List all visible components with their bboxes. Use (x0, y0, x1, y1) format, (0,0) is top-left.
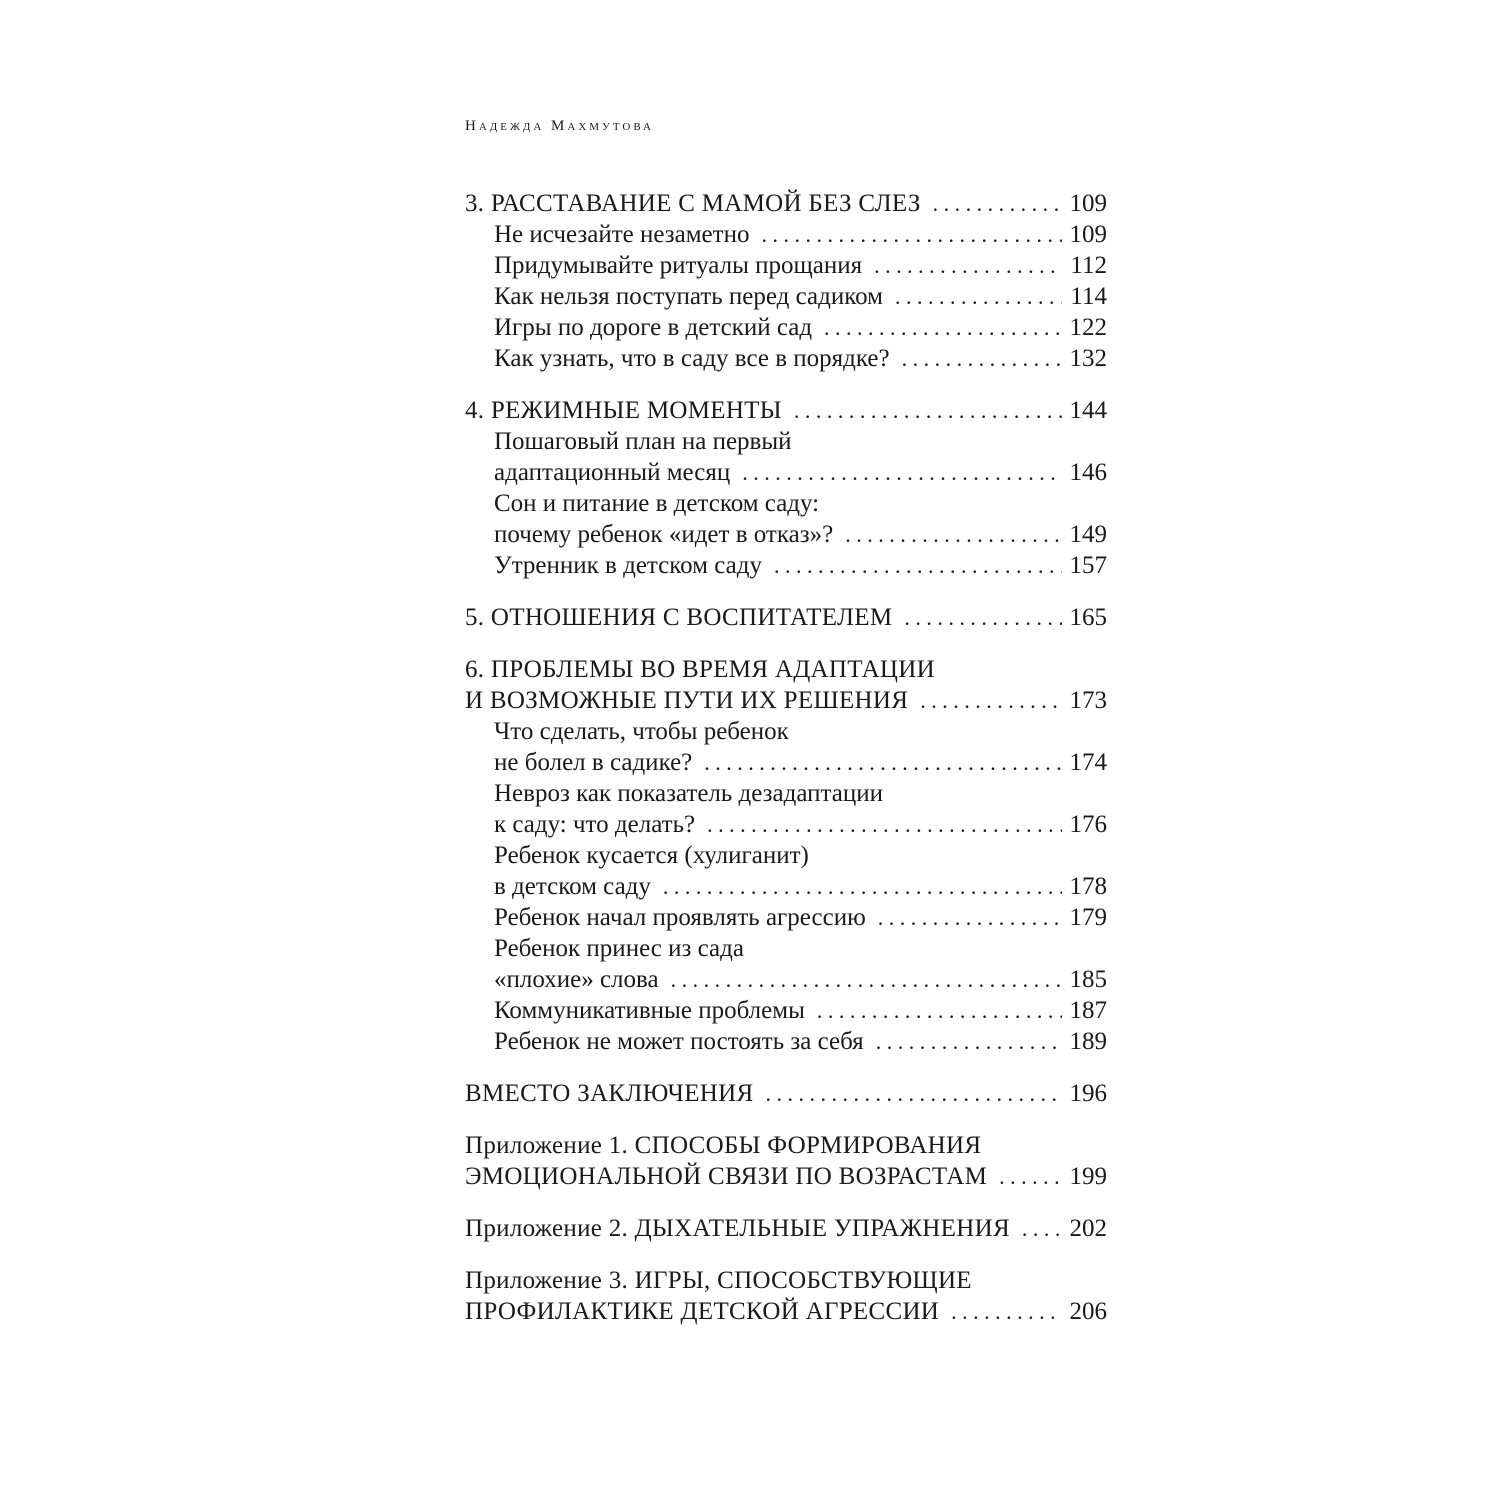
toc-entry-title: 5. ОТНОШЕНИЯ С ВОСПИТАТЕЛЕМ (465, 604, 893, 631)
toc-entry-title: «плохие» слова (494, 966, 659, 993)
toc-page-number: 109 (1069, 190, 1107, 217)
toc-line (465, 964, 1107, 995)
toc-section-entry[interactable] (465, 219, 1107, 250)
dot-leader (904, 602, 1061, 633)
dot-leader (999, 1161, 1061, 1192)
toc-line (465, 809, 1107, 840)
toc-line (465, 219, 1107, 250)
toc-entry-title: 4. РЕЖИМНЫЕ МОМЕНТЫ (465, 397, 782, 424)
toc-entry-title: почему ребенок «идет в отказ»? (494, 521, 834, 548)
toc-section-entry[interactable] (465, 281, 1107, 312)
dot-leader (742, 457, 1061, 488)
toc-entry-title: к саду: что делать? (494, 811, 696, 838)
toc-entry-title: И ВОЗМОЖНЫЕ ПУТИ ИХ РЕШЕНИЯ (465, 687, 909, 714)
dot-leader (794, 395, 1062, 426)
toc-page-number: 176 (1069, 811, 1107, 838)
toc-section-entry[interactable] (465, 902, 1107, 933)
toc-chapter-entry[interactable] (465, 395, 1107, 426)
toc-page-number: 149 (1069, 521, 1107, 548)
dot-leader (761, 219, 1061, 250)
toc-entry-title: Пошаговый план на первый (494, 428, 792, 455)
toc-page-number: 199 (1069, 1163, 1107, 1190)
toc-line (465, 902, 1107, 933)
toc-page-number: 132 (1069, 345, 1107, 372)
toc-line (465, 343, 1107, 374)
toc-entry-title: Ребенок принес из сада (494, 935, 744, 962)
toc-line (465, 1161, 1107, 1192)
dot-leader (704, 747, 1061, 778)
dot-leader (878, 902, 1062, 933)
toc-entry-title: Ребенок не может постоять за себя (494, 1028, 864, 1055)
toc-entry-title: Придумывайте ритуалы прощания (494, 252, 863, 279)
toc-section-entry[interactable] (465, 343, 1107, 374)
dot-leader (774, 550, 1062, 581)
toc-entry-title: Как узнать, что в саду все в порядке? (494, 345, 890, 372)
toc-line (465, 188, 1107, 219)
toc-page-number: 196 (1069, 1080, 1107, 1107)
toc-page-number: 187 (1069, 997, 1107, 1024)
toc-entry-title: 6. ПРОБЛЕМЫ ВО ВРЕМЯ АДАПТАЦИИ (465, 656, 935, 683)
dot-leader (845, 519, 1061, 550)
running-head: Надежда Махмутова (465, 118, 654, 134)
dot-leader (902, 343, 1062, 374)
toc-entry-title: Утренник в детском саду (494, 552, 762, 579)
toc-entry-title: ПРОФИЛАКТИКЕ ДЕТСКОЙ АГРЕССИИ (465, 1298, 940, 1325)
toc-line (465, 1213, 1107, 1244)
toc-section-entry[interactable] (465, 1026, 1107, 1057)
toc-page-number: 146 (1069, 459, 1107, 486)
toc-line (465, 281, 1107, 312)
toc-line (465, 602, 1107, 633)
toc-page-number: 185 (1069, 966, 1107, 993)
toc-line (465, 250, 1107, 281)
toc-page-number: 179 (1069, 904, 1107, 931)
toc-section-entry[interactable] (465, 550, 1107, 581)
toc-line (465, 488, 1107, 519)
toc-entry-title: ЭМОЦИОНАЛЬНОЙ СВЯЗИ ПО ВОЗРАСТАМ (465, 1163, 988, 1190)
toc-page-number: 189 (1069, 1028, 1107, 1055)
toc-section-entry[interactable] (465, 488, 1107, 550)
toc-section-entry[interactable] (465, 716, 1107, 778)
toc-line (465, 1265, 1107, 1296)
toc-entry-title: Ребенок начал проявлять агрессию (494, 904, 866, 931)
toc-chapter-entry[interactable] (465, 188, 1107, 219)
table-of-contents (465, 188, 1107, 1327)
toc-entry-title: Сон и питание в детском саду: (494, 490, 820, 517)
toc-line (465, 654, 1107, 685)
dot-leader (920, 685, 1061, 716)
toc-line (465, 840, 1107, 871)
toc-page-number: 114 (1070, 283, 1107, 310)
toc-line (465, 457, 1107, 488)
toc-chapter-entry[interactable] (465, 1130, 1107, 1192)
toc-entry-title: Как нельзя поступать перед садиком (494, 283, 883, 310)
toc-page-number: 157 (1069, 552, 1107, 579)
toc-page-number: 178 (1069, 873, 1107, 900)
toc-line (465, 1296, 1107, 1327)
dot-leader (824, 312, 1061, 343)
toc-entry-title: ВМЕСТО ЗАКЛЮЧЕНИЯ (465, 1080, 754, 1107)
toc-chapter-entry[interactable] (465, 1265, 1107, 1327)
toc-line (465, 1130, 1107, 1161)
toc-entry-title: не болел в садике? (494, 749, 693, 776)
toc-entry-title: Приложение 1. СПОСОБЫ ФОРМИРОВАНИЯ (465, 1132, 982, 1159)
toc-page-number: 112 (1070, 252, 1107, 279)
toc-chapter-entry[interactable] (465, 1078, 1107, 1109)
toc-entry-title: Коммуникативные проблемы (494, 997, 805, 1024)
toc-line (465, 871, 1107, 902)
toc-section-entry[interactable] (465, 426, 1107, 488)
toc-page-number: 165 (1069, 604, 1107, 631)
dot-leader (765, 1078, 1061, 1109)
dot-leader (707, 809, 1061, 840)
toc-line (465, 395, 1107, 426)
toc-entry-title: Приложение 3. ИГРЫ, СПОСОБСТВУЮЩИЕ (465, 1267, 972, 1294)
toc-section-entry[interactable] (465, 312, 1107, 343)
toc-line (465, 1078, 1107, 1109)
toc-page-number: 174 (1069, 749, 1107, 776)
toc-section-entry[interactable] (465, 995, 1107, 1026)
toc-entry-title: Ребенок кусается (хулиганит) (494, 842, 809, 869)
toc-entry-title: Не исчезайте незаметно (494, 221, 750, 248)
toc-page-number: 202 (1069, 1215, 1107, 1242)
toc-chapter-entry[interactable] (465, 654, 1107, 716)
dot-leader (874, 250, 1062, 281)
toc-entry-title: 3. РАССТАВАНИЕ С МАМОЙ БЕЗ СЛЕЗ (465, 190, 921, 217)
toc-chapter-entry[interactable] (465, 1213, 1107, 1244)
toc-line (465, 519, 1107, 550)
toc-line (465, 1026, 1107, 1057)
toc-page-number: 109 (1069, 221, 1107, 248)
toc-line (465, 426, 1107, 457)
toc-section-entry[interactable] (465, 778, 1107, 840)
toc-line (465, 716, 1107, 747)
toc-line (465, 312, 1107, 343)
dot-leader (933, 188, 1062, 219)
toc-section-entry[interactable] (465, 840, 1107, 902)
toc-entry-title: Приложение 2. ДЫХАТЕЛЬНЫЕ УПРАЖНЕНИЯ (465, 1215, 1010, 1242)
toc-line (465, 747, 1107, 778)
dot-leader (951, 1296, 1061, 1327)
dot-leader (1022, 1213, 1062, 1244)
dot-leader (671, 964, 1062, 995)
dot-leader (817, 995, 1062, 1026)
toc-entry-title: Игры по дороге в детский сад (494, 314, 813, 341)
toc-section-entry[interactable] (465, 933, 1107, 995)
toc-line (465, 933, 1107, 964)
toc-line (465, 685, 1107, 716)
toc-entry-title: Что сделать, чтобы ребенок (494, 718, 789, 745)
toc-line (465, 995, 1107, 1026)
dot-leader (895, 281, 1062, 312)
dot-leader (876, 1026, 1062, 1057)
toc-entry-title: адаптационный месяц (494, 459, 731, 486)
toc-entry-title: Невроз как показатель дезадаптации (494, 780, 883, 807)
toc-page-number: 206 (1069, 1298, 1107, 1325)
toc-page-number: 173 (1069, 687, 1107, 714)
toc-page-number: 122 (1069, 314, 1107, 341)
toc-line (465, 778, 1107, 809)
toc-entry-title: в детском саду (494, 873, 651, 900)
toc-page-number: 144 (1069, 397, 1107, 424)
toc-chapter-entry[interactable] (465, 602, 1107, 633)
dot-leader (663, 871, 1062, 902)
toc-line (465, 550, 1107, 581)
toc-section-entry[interactable] (465, 250, 1107, 281)
